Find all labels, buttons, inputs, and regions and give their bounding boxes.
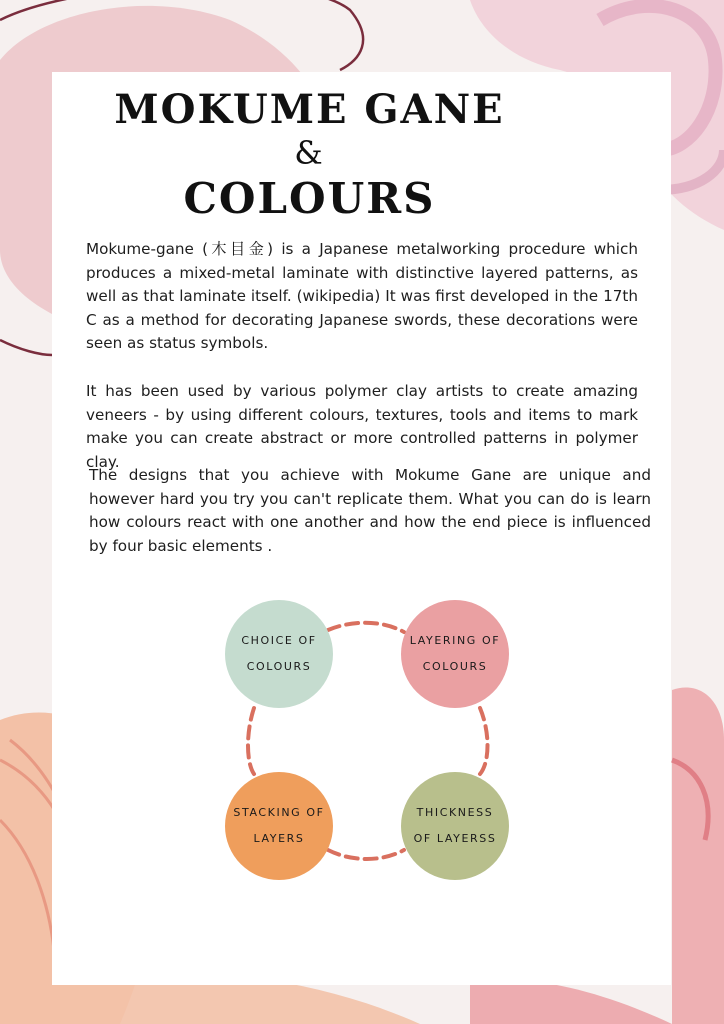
content-card (52, 72, 671, 985)
title-line-3: COLOURS (183, 174, 436, 223)
thickness-of-layers-circle (401, 772, 509, 880)
stacking-of-layers-circle (225, 772, 333, 880)
connector-bottom (328, 850, 404, 859)
designs-paragraph: The designs that you achieve with Mokume Gane are unique and however hard you try you can't replicate them. What you can do is learn how colours react with one another and how the end piece is influenced by four basic elements . (89, 466, 651, 555)
choice-of-colours-circle (225, 600, 333, 708)
elements-cycle-diagram (52, 72, 671, 985)
stacking-of-layers-label: STACKING OF LAYERS (233, 806, 325, 845)
layering-of-colours-label: LAYERING OF COLOURS (409, 634, 501, 673)
title-line-1: MOKUME GANE (114, 86, 505, 133)
intro-paragraph: Mokume-gane (木目金) is a Japanese metalworking procedure which produces a mixed-metal laminate with distinctive layered patterns, as well as that laminate itself. (wikipedia) It was first developed in the 17th C as a method for decorating Japanese swords, these decorations were seen as status symbols. (86, 240, 638, 352)
title-ampersand: & (294, 134, 325, 172)
layering-of-colours-circle (401, 600, 509, 708)
connector-left (248, 708, 254, 774)
thickness-of-layers-label: THICKNESS OF LAYERSS (413, 806, 497, 845)
connector-top (328, 623, 404, 632)
connector-right (480, 708, 488, 774)
polymer-clay-paragraph: It has been used by various polymer clay artists to create amazing veneers - by using different colours, textures, tools and items to mark make you can create abstract or more controlled patterns in polymer clay. (86, 382, 638, 471)
choice-of-colours-label: CHOICE OF COLOURS (241, 634, 317, 673)
